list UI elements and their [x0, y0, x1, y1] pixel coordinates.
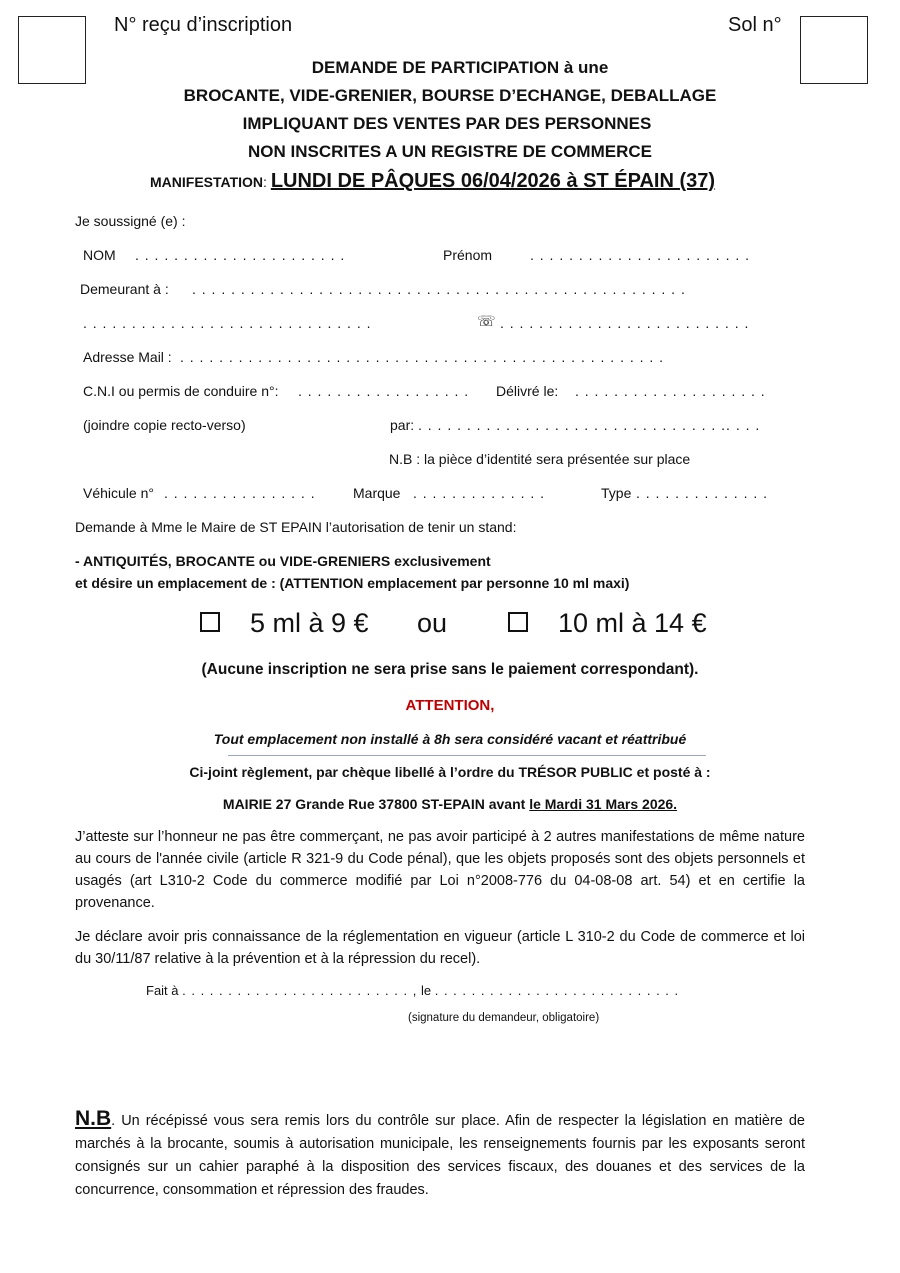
prenom-label: Prénom — [443, 247, 493, 263]
title-line-2: BROCANTE, VIDE-GRENIER, BOURSE D’ECHANGE, DEBALLAGE — [183, 86, 717, 105]
option-5ml-label: 5 ml à 9 € — [250, 608, 369, 638]
or-text: ou — [417, 608, 448, 638]
manifestation-label: MANIFESTATION — [150, 174, 264, 190]
nom-label: NOM — [83, 247, 116, 263]
option-10ml-label: 10 ml à 14 € — [558, 608, 707, 638]
par-field[interactable]: . . . . . . . . . . . . . . . . . . . . . . . . . . . . . . . .. . . . — [418, 417, 761, 433]
email-field[interactable]: . . . . . . . . . . . . . . . . . . . . . . . . . . . . . . . . . . . . . . . . . . . . . . . . . . — [180, 349, 665, 365]
identity-note: N.B : la pièce d’identité sera présentée sur place — [389, 451, 691, 467]
le-label: le — [420, 983, 432, 998]
cni-field[interactable]: . . . . . . . . . . . . . . . . . . — [298, 383, 470, 399]
title-line-3: IMPLIQUANT DES VENTES PAR DES PERSONNES — [242, 114, 652, 133]
attention-rule — [228, 755, 706, 756]
date-field[interactable]: . . . . . . . . . . . . . . . . . . . . . . . . . . . — [434, 983, 680, 998]
mairie-line — [0, 796, 900, 812]
emplacement-text: et désire un emplacement de : (ATTENTION emplacement par personne 10 ml maxi) — [75, 575, 630, 591]
demeurant-field[interactable]: . . . . . . . . . . . . . . . . . . . . . . . . . . . . . . . . . . . . . . . . . . . . . . . . . . . — [192, 281, 686, 297]
demeurant-label: Demeurant à : — [80, 281, 169, 297]
joindre-note: (joindre copie recto-verso) — [83, 417, 246, 433]
marque-field[interactable]: . . . . . . . . . . . . . . — [413, 485, 546, 501]
request-text: Demande à Mme le Maire de ST EPAIN l’autorisation de tenir un stand: — [75, 519, 517, 535]
fait-field[interactable]: . . . . . . . . . . . . . . . . . . . . . . . . . , — [182, 983, 418, 998]
delivre-label: Délivré le: — [496, 383, 559, 399]
option-10ml[interactable] — [508, 608, 707, 639]
phone-icon: ☏ — [477, 313, 496, 330]
antiquites-text: - ANTIQUITÉS, BROCANTE ou VIDE-GRENIERS exclusivement — [75, 553, 491, 569]
nb-paragraph — [75, 1107, 805, 1202]
sol-label: Sol n° — [728, 14, 782, 36]
marque-label: Marque — [353, 485, 401, 501]
mairie-address: MAIRIE 27 Grande Rue 37800 ST-EPAIN avant — [222, 796, 530, 812]
manifestation-value: LUNDI DE PÂQUES 06/04/2026 à ST ÉPAIN (37) — [270, 170, 716, 192]
email-label: Adresse Mail : — [83, 349, 172, 365]
title-line-4: NON INSCRITES A UN REGISTRE DE COMMERCE — [248, 142, 652, 161]
type-label: Type — [601, 485, 632, 501]
cni-label: C.N.I ou permis de conduire n°: — [83, 383, 279, 399]
phone-field[interactable]: . . . . . . . . . . . . . . . . . . . . . . . . . . — [500, 315, 750, 331]
checkbox-5ml[interactable] — [200, 612, 220, 632]
intro-text: Je soussigné (e) : — [75, 213, 186, 229]
manifestation-line: MANIFESTATION: LUNDI DE PÂQUES 06/04/2026 à ST ÉPAIN (37) — [150, 170, 716, 192]
option-5ml[interactable] — [200, 608, 369, 639]
deadline: le Mardi 31 Mars 2026. — [529, 796, 678, 812]
vehicule-label: Véhicule n° — [83, 485, 154, 501]
par-label: par: — [390, 417, 415, 433]
payment-note: (Aucune inscription ne sera prise sans le paiement correspondant). — [201, 661, 699, 678]
attention-title: ATTENTION, — [405, 697, 495, 714]
address-line-2-field[interactable]: . . . . . . . . . . . . . . . . . . . . . . . . . . . . . . — [83, 315, 372, 331]
vehicule-field[interactable]: . . . . . . . . . . . . . . . . — [164, 485, 316, 501]
fait-label: Fait à — [146, 983, 179, 998]
attention-text: Tout emplacement non installé à 8h sera considéré vacant et réattribué — [213, 731, 687, 747]
nb-text: . Un récépissé vous sera remis lors du contrôle sur place. Afin de respecter la législation en matière de marchés à la brocante, soumis à autorisation municipale, les renseignements fournis par les exposants seront consignés sur un cahier paraphé à la disposition des services fiscaux, des douanes et des services de la concurrence, consommation et répression des fraudes. — [75, 1113, 805, 1198]
declaration-paragraph: Je déclare avoir pris connaissance de la réglementation en vigueur (article L 310-2 du Code de commerce et loi du 30/11/87 relative à la prévention et à la répression du recel). — [75, 929, 805, 967]
receipt-label: N° reçu d’inscription — [114, 14, 293, 36]
fait-line — [146, 983, 679, 998]
signature-note: (signature du demandeur, obligatoire) — [408, 1012, 600, 1024]
nb-label: N.B — [75, 1107, 112, 1130]
nom-field[interactable]: . . . . . . . . . . . . . . . . . . . . . . — [135, 247, 346, 263]
attestation-paragraph: J’atteste sur l’honneur ne pas être commerçant, ne pas avoir participé à 2 autres manifestations de même nature au cours de l'année civile (article R 321-9 du Code pénal), que les objets proposés sont des objets personnels et usagés (art L310-2 Code du commerce modifié par Loi n°2008-776 du 04-08-08 art. 54) et en certifie la provenance. — [75, 829, 805, 911]
checkbox-10ml[interactable] — [508, 612, 528, 632]
title-line-1: DEMANDE DE PARTICIPATION à une — [311, 58, 609, 77]
delivre-field[interactable]: . . . . . . . . . . . . . . . . . . . . — [575, 383, 766, 399]
prenom-field[interactable]: . . . . . . . . . . . . . . . . . . . . . . . — [530, 247, 751, 263]
cheque-text: Ci-joint règlement, par chèque libellé à l’ordre du TRÉSOR PUBLIC et posté à : — [189, 764, 711, 780]
type-field[interactable]: . . . . . . . . . . . . . . — [636, 485, 769, 501]
